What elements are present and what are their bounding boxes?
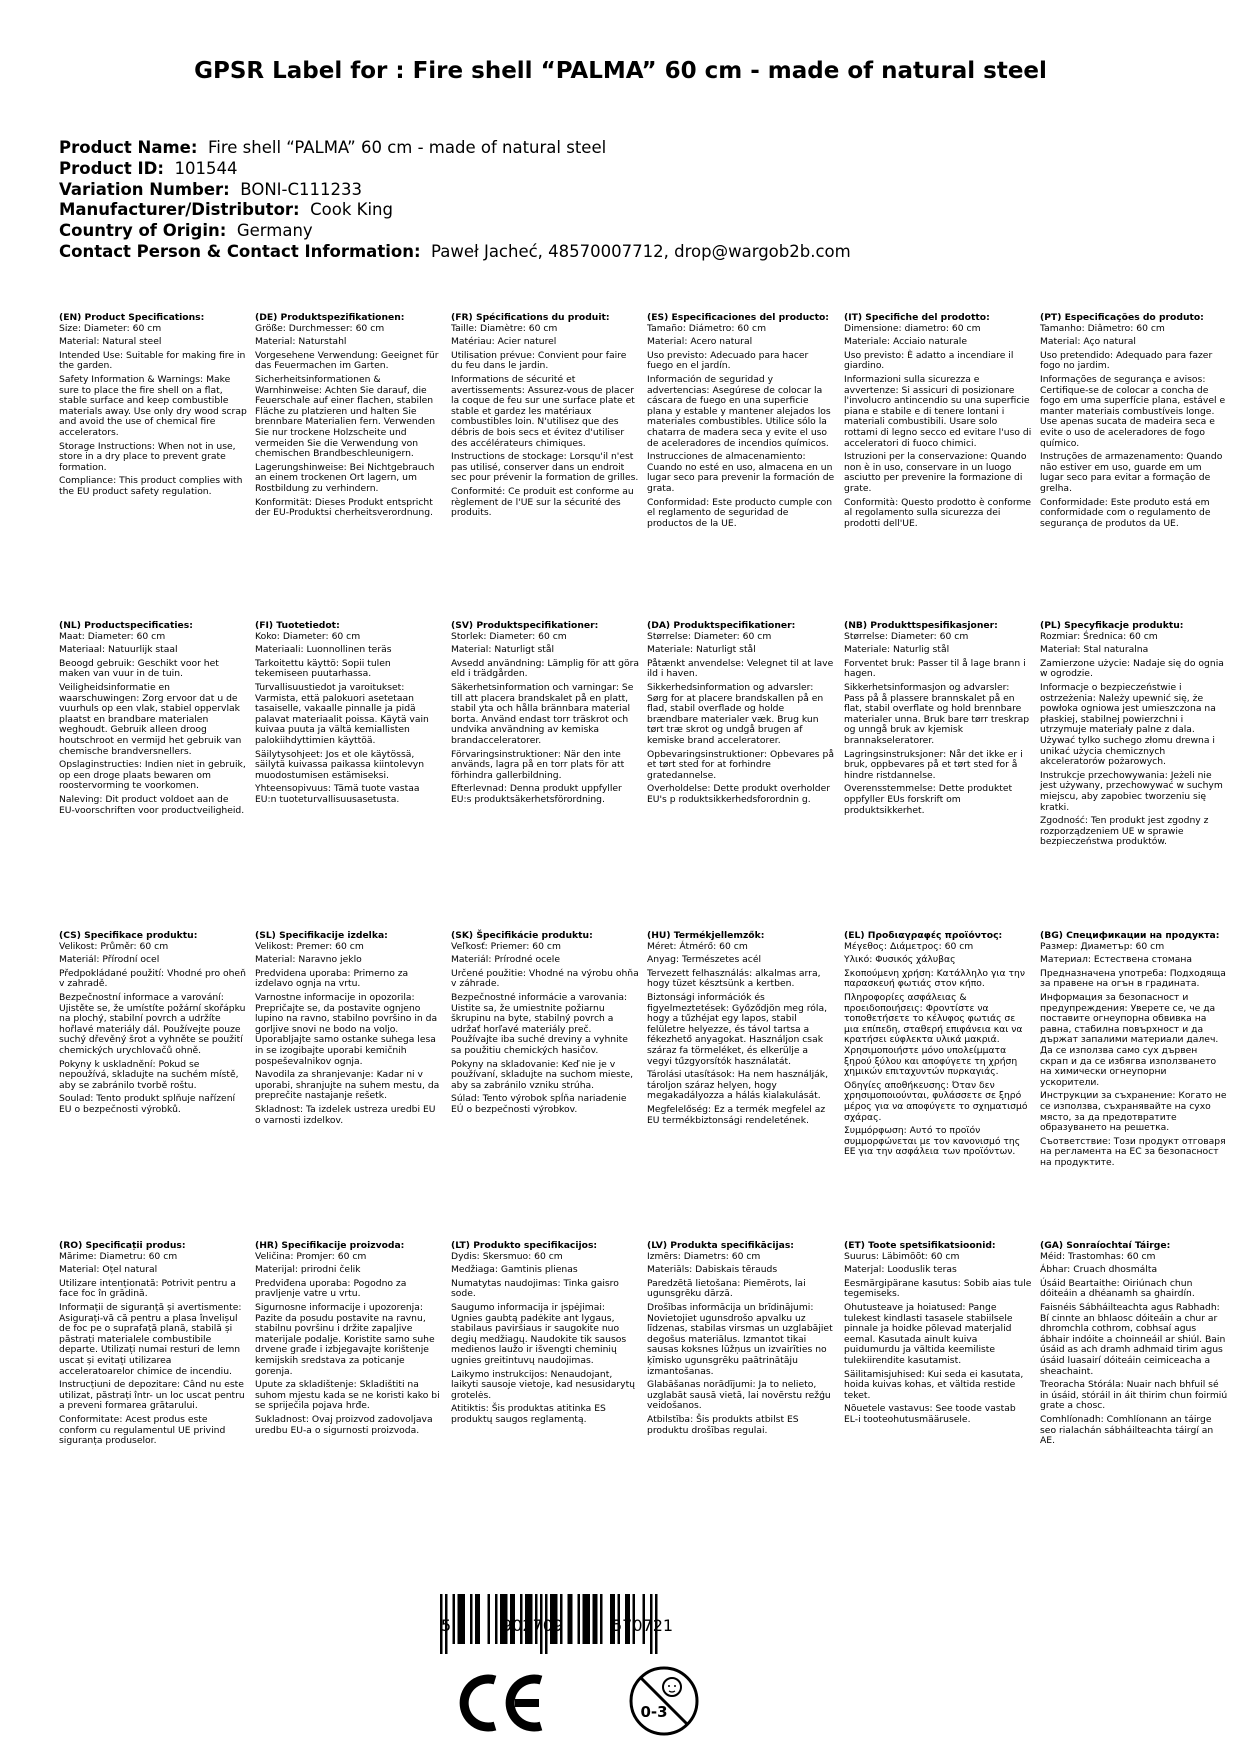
spec-block-heading: (PT) Especificações do produto: xyxy=(1040,312,1204,323)
spec-line: Informations de sécurité et avertissements: Assurez-vous de placer la coque de feu sur une surface plate et stable et gardez les matériaux combustibles loin. N'utilisez que des débris de bois secs et évitez d'utiliser des accélérateurs chimiques. xyxy=(451,373,635,449)
spec-block xyxy=(59,1241,247,1450)
barcode-bar xyxy=(488,1594,491,1644)
spec-line: Materiaali: Luonnollinen teräs xyxy=(255,644,392,656)
spec-line: Numatytas naudojimas: Tinka gaisro sode. xyxy=(451,1277,619,1300)
spec-line: Méret: Átmérő: 60 cm xyxy=(647,940,748,952)
spec-line: Säilytysohjeet: Jos et ole käytössä, säilytä kuivassa paikassa kiintolevyn muodostumisen estämiseksi. xyxy=(255,748,425,781)
spec-line: Ábhar: Cruach dhosmálta xyxy=(1040,1264,1158,1276)
info-value: Germany xyxy=(236,221,313,241)
spec-block-heading: (IT) Specifiche del prodotto: xyxy=(844,312,990,323)
spec-line: Σκοπούμενη χρήση: Κατάλληλο για την παρασκευή φωτιάς στον κήπο. xyxy=(844,967,1025,990)
spec-line: Skladnost: Ta izdelek ustreza uredbi EU o varnosti izdelkov. xyxy=(255,1103,436,1126)
barcode-digits-left: 902709 xyxy=(502,1616,564,1635)
spec-line: Μέγεθος: Διάμετρος: 60 cm xyxy=(844,940,974,952)
spec-line: Pokyny k uskladnění: Pokud se nepoužívá, skladujte na suchém místě, aby se zabránilo tvorbě roštu. xyxy=(59,1058,239,1091)
info-label: Product Name: xyxy=(59,138,198,157)
spec-line: Material: Aço natural xyxy=(1040,336,1136,348)
spec-line: Sikkerhedsinformation og advarsler: Sørg for at placere brandskallen på en flad, stabil overflade og holde brændbare materialer væk. Brug kun tørt træ skrot og undgå brugen af kemiske brand acceleratorer. xyxy=(647,681,824,746)
info-manufacturer xyxy=(59,200,851,221)
info-label: Country of Origin: xyxy=(59,221,227,241)
spec-line: Úsáid Beartaithe: Oiriúnach chun dóiteáin a dhéanamh sa ghairdín. xyxy=(1040,1277,1195,1300)
spec-line: Súlad: Tento výrobok spĺňa nariadenie EÚ o bezpečnosti výrobkov. xyxy=(451,1093,627,1115)
spec-block xyxy=(255,621,443,809)
spec-line: Информация за безопасност и предупреждения: Уверете се, че да поставите огнеупорна обвивка на равна, стабилна повърхност и да държат запалими материали далеч. Да се използва само сух дървен скрап и да се избягва използването на химически огнеупорни ускорители. xyxy=(1040,991,1219,1088)
spec-block-heading: (NL) Productspecificaties: xyxy=(59,620,193,631)
spec-line: Sigurnosne informacije i upozorenja: Pazite da posudu postavite na ravnu, stabilnu površinu i držite zapaljive materijale podalje. Koristite samo suhe drvene građe i izbjegavajte korištenje kemijskih sredstava za poticanje gorenja. xyxy=(255,1301,435,1377)
spec-line: Размер: Диаметър: 60 cm xyxy=(1040,940,1165,952)
spec-line: Tárolási utasítások: Ha nem használják, tároljon száraz helyen, hogy megakadályozza a hálás kialakulását. xyxy=(647,1069,829,1102)
spec-line: Material: Naravno jeklo xyxy=(255,954,362,966)
spec-block-heading: (ES) Especificaciones del producto: xyxy=(647,312,829,323)
spec-line: Dydis: Skersmuo: 60 cm xyxy=(451,1250,563,1262)
spec-line: Informazioni sulla sicurezza e avvertenze: Si assicuri di posizionare l'involucro antincendio su una superficie piana e stabile e di tenere lontani i materiali combustibili. Usare solo rottami di legno secco ed evitare l'uso di acceleratori di fuoco chimici. xyxy=(844,373,1032,449)
spec-line: Storlek: Diameter: 60 cm xyxy=(451,630,567,642)
spec-block xyxy=(844,313,1032,532)
info-value: BONI-C111233 xyxy=(240,179,362,199)
spec-block xyxy=(647,621,835,809)
spec-line: Materiale: Naturligt stål xyxy=(647,644,756,656)
spec-block-heading: (GA) Sonraíochtaí Táirge: xyxy=(1040,1240,1171,1251)
spec-line: Lagerungshinweise: Bei Nichtgebrauch an einem trockenen Ort lagern, um Rostbildung zu verhindern. xyxy=(255,461,435,494)
spec-line: Koko: Diameter: 60 cm xyxy=(255,630,361,642)
spec-line: Turvallisuustiedot ja varoitukset: Varmista, että palokuori asetetaan tasaiselle, vakaalle pinnalle ja pidä palavat materiaalit poissa. Käytä vain kuivaa puuta ja vältä kemiallisten palokiihdyttimien käyttöä. xyxy=(255,681,429,746)
spec-line: Tamaño: Diámetro: 60 cm xyxy=(647,322,767,334)
info-variation-number xyxy=(59,180,851,201)
spec-block xyxy=(844,931,1032,1161)
spec-line: Laikymo instrukcijos: Nenaudojant, laikyti sausoje vietoje, kad nesusidarytų grotelės. xyxy=(451,1368,635,1401)
spec-line: Uso previsto: Adecuado para hacer fuego en el jardín. xyxy=(647,349,809,372)
spec-line: Informações de segurança e avisos: Certifique-se de colocar a concha de fogo em uma superfície plana, estável e manter materiais combustíveis longe. Use apenas sucata de madeira seca e evite o uso de aceleradores de fogo químico. xyxy=(1040,373,1226,449)
spec-block xyxy=(59,931,247,1119)
spec-block xyxy=(1040,621,1228,851)
spec-line: Soulad: Tento produkt splňuje nařízení EU o bezpečnosti výrobků. xyxy=(59,1093,236,1115)
spec-block xyxy=(647,931,835,1129)
spec-line: Predvidena uporaba: Primerno za izdelavo ognja na vrtu. xyxy=(255,967,409,990)
spec-line: Instrucciones de almacenamiento: Cuando no esté en uso, almacena en un lugar seco para prevenir la formación de grata. xyxy=(647,451,835,494)
spec-line: Overholdelse: Dette produkt overholder EU's p roduktsikkerhedsforordnin g. xyxy=(647,783,831,805)
spec-line: Materiál: Přírodní ocel xyxy=(59,954,160,966)
spec-line: Eesmärgipärane kasutus: Sobib aias tule tegemiseks. xyxy=(844,1277,1032,1300)
age-label: 0-3 xyxy=(640,1703,668,1721)
spec-line: Méid: Trastomhas: 60 cm xyxy=(1040,1250,1156,1262)
spec-line: Instruções de armazenamento: Quando não estiver em uso, guarde em um lugar seco para evitar a formação de grelha. xyxy=(1040,451,1223,494)
spec-line: Taille: Diamètre: 60 cm xyxy=(451,322,558,334)
spec-line: Предназначена употреба: Подходяща за правене на огън в градината. xyxy=(1040,967,1226,990)
spec-line: Størrelse: Diameter: 60 cm xyxy=(844,630,969,642)
spec-line: Materiale: Acciaio naturale xyxy=(844,336,967,348)
spec-line: Sicherheitsinformationen & Warnhinweise: Achten Sie darauf, die Feuerschale auf einer flachen, stabilen Fläche zu platzieren und halten Sie brennbare Materialien fern. Verwenden Sie nur trockene Holzscheite und vermeiden Sie die Verwendung von chemischen Brandbeschleunigern. xyxy=(255,373,436,460)
spec-line: Overensstemmelse: Dette produktet oppfyller EUs forskrift om produktsikkerhet. xyxy=(844,783,1013,816)
spec-block xyxy=(255,1241,443,1439)
info-value: Paweł Jacheć, 48570007712, drop@wargob2b.com xyxy=(431,241,851,261)
info-label: Variation Number: xyxy=(59,179,230,199)
spec-line: Съответствие: Този продукт отговаря на регламента на ЕС за безопасност на продуктите. xyxy=(1040,1135,1226,1168)
spec-line: Påtænkt anvendelse: Velegnet til at lave ild i haven. xyxy=(647,657,834,680)
spec-block-heading: (FR) Spécifications du produit: xyxy=(451,312,610,323)
barcode xyxy=(440,1594,760,1660)
spec-line: Suurus: Läbimõõt: 60 cm xyxy=(844,1250,960,1262)
spec-line: Biztonsági információk és figyelmeztetések: Győződjön meg róla, hogy a tűzhéjat egy lapos, stabil felületre helyezze, és távol tartsa a fékezhető anyagokat. Használjon csak száraz fa törmeléket, és elkerülje a vegyi tűzgyorsítók használatát. xyxy=(647,991,827,1067)
spec-line: Glabāšanas norādījumi: Ja to nelieto, uzglabāt sausā vietā, lai novērstu režģu veidošanos. xyxy=(647,1379,831,1412)
spec-line: Información de seguridad y advertencias: Asegúrese de colocar la cáscara de fuego en una superficie plana y estable y mantener alejados los materiales combustibles. Utilice sólo la chatarra de madera seca y evite el uso de aceleradores de incendios químicos. xyxy=(647,373,831,449)
spec-line: Konformität: Dieses Produkt entspricht der EU-Produktsi cherheitsverordnung. xyxy=(255,496,433,519)
spec-line: Uso pretendido: Adequado para fazer fogo no jardim. xyxy=(1040,349,1213,372)
spec-line: Zgodność: Ten produkt jest zgodny z rozporządzeniem UE w sprawie bezpieczeństwa produktów. xyxy=(1040,815,1209,848)
spec-line: Materiał: Stal naturalna xyxy=(1040,644,1149,656)
spec-line: Utilisation prévue: Convient pour faire du feu dans le jardin. xyxy=(451,349,627,372)
spec-line: Upute za skladištenje: Skladištiti na suhom mjestu kada se ne koristi kako bi se spriječila pojava hrđe. xyxy=(255,1379,440,1412)
spec-line: Forventet bruk: Passer til å lage brann i hagen. xyxy=(844,657,1026,680)
spec-line: Velikost: Premer: 60 cm xyxy=(255,940,364,952)
spec-line: Materiale: Naturlig stål xyxy=(844,644,950,656)
spec-line: Anyag: Természetes acél xyxy=(647,954,762,966)
spec-line: Säkerhetsinformation och varningar: Se till att placera brandskalet på en platt, stabil yta och hålla brännbara material borta. Använd endast torr träskrot och undvika användning av kemiska brandacceleratorer. xyxy=(451,681,634,746)
spec-line: Intended Use: Suitable for making fire in the garden. xyxy=(59,349,246,372)
spec-line: Efterlevnad: Denna produkt uppfyller EU:s produktsäkerhetsförordning. xyxy=(451,783,622,805)
spec-line: Säilitamisjuhised: Kui seda ei kasutata, hoida kuivas kohas, et vältida restide teket. xyxy=(844,1368,1024,1401)
spec-block-heading: (RO) Specificații produs: xyxy=(59,1240,186,1251)
spec-block-heading: (SV) Produktspecifikationer: xyxy=(451,620,599,631)
spec-line: Izmērs: Diametrs: 60 cm xyxy=(647,1250,761,1262)
info-value: 101544 xyxy=(174,158,238,178)
spec-block-heading: (LV) Produkta specifikācijas: xyxy=(647,1240,794,1251)
spec-block-heading: (NB) Produkttspesifikasjoner: xyxy=(844,620,998,631)
spec-line: Istruzioni per la conservazione: Quando non è in uso, conservare in un luogo asciutto per prevenire la formazione di grate. xyxy=(844,451,1027,494)
spec-block xyxy=(1040,931,1228,1171)
spec-line: Инструкции за съхранение: Когато не се използва, съхранявайте на сухо място, за да предотвратите образуването на решетка. xyxy=(1040,1090,1227,1134)
barcode-bar xyxy=(470,1594,473,1644)
barcode-bar xyxy=(458,1594,466,1644)
not-for-children-0-3-icon xyxy=(628,1665,700,1737)
spec-line: Rozmiar: Średnica: 60 cm xyxy=(1040,630,1158,642)
spec-line: Avsedd användning: Lämplig för att göra eld i trädgården. xyxy=(451,657,639,680)
spec-line: Conformité: Ce produit est conforme au règlement de l'UE sur la sécurité des produits. xyxy=(451,485,634,519)
spec-line: Materiaal: Natuurlijk staal xyxy=(59,644,178,656)
barcode-digits-right: 570721 xyxy=(612,1616,674,1635)
spec-block xyxy=(255,931,443,1129)
spec-line: Zamierzone użycie: Nadaje się do ognia w ogrodzie. xyxy=(1040,657,1224,680)
spec-line: Πληροφορίες ασφάλειας & προειδοποιήσεις: Φροντίστε να τοποθετήσετε το κέλυφος φωτιάς σε μια επίπεδη, σταθερή επιφάνεια και να κρατήσει εύφλεκτα υλικά μακριά. Χρησιμοποιήστε μόνο υπολείμματα ξηρού ξύλου και αποφύγετε τη χρήση χημικών επιταχυντών πυρκαγιάς. xyxy=(844,991,1023,1078)
barcode-bar xyxy=(578,1594,581,1644)
spec-block xyxy=(647,1241,835,1439)
spec-block-heading: (PL) Specyfikacje produktu: xyxy=(1040,620,1184,631)
spec-line: Sikkerhetsinformasjon og advarsler: Pass på å plassere brannskalet på en flat, stabil overflate og hold brennbare materialer unna. Bruk bare tørr treskrap og unngå bruk av kjemisk brannakseleratorer. xyxy=(844,681,1030,746)
spec-block-heading: (LT) Produkto specifikacijos: xyxy=(451,1240,598,1251)
spec-line: Faisnéis Sábháilteachta agus Rabhadh: Bí cinnte an bhlaosc dóiteáin a chur ar dhromchla cothrom, cobhsaí agus ábhair indóite a choinneáil ar shiúl. Bain úsáid as ach dramh adhmaid tirim agus úsáid luasairí dóiteáin ceimiceacha a sheachaint. xyxy=(1040,1301,1226,1377)
spec-block xyxy=(844,621,1032,819)
spec-line: Varnostne informacije in opozorila: Prepričajte se, da postavite ognjeno lupino na ravno, stabilno površino in da gorljive snovi ne bodo na voljo. Uporabljajte samo ostanke suhega lesa in se izogibajte uporabi kemičnih pospeševalnikov ognja. xyxy=(255,991,438,1067)
spec-line: Uso previsto: È adatto a incendiare il giardino. xyxy=(844,349,1014,372)
spec-line: Tervezett felhasználás: alkalmas arra, hogy tüzet késztsünk a kertben. xyxy=(647,967,821,990)
spec-block-heading: (FI) Tuotetiedot: xyxy=(255,620,340,631)
spec-block-heading: (DA) Produktspecifikationer: xyxy=(647,620,796,631)
spec-line: Maat: Diameter: 60 cm xyxy=(59,630,166,642)
barcode-bar xyxy=(600,1594,603,1644)
spec-line: Informacje o bezpieczeństwie i ostrzeżenia: Należy upewnić się, że powłoka ogniowa jest umieszczona na płaskiej, stabilnej powierzchni i utrzymuje materiały palne z dala. Używać tylko suchego złomu drewna i unikać użycia chemicznych akceleratorów pożarowych. xyxy=(1040,681,1216,768)
spec-line: Материал: Естествена стомана xyxy=(1040,954,1192,966)
spec-line: Pokyny na skladovanie: Keď nie je v používaní, skladujte na suchom mieste, aby sa zabránilo vzniku strúha. xyxy=(451,1058,634,1091)
spec-block-heading: (EL) Προδιαγραφές προϊόντος: xyxy=(844,930,1003,941)
spec-line: Atitiktis: Šis produktas atitinka ES produktų saugos reglamentą. xyxy=(451,1403,606,1425)
spec-line: Materjal: Looduslik teras xyxy=(844,1264,957,1276)
spec-line: Ohutusteave ja hoiatused: Pange tulekest kindlasti tasasele stabiilsele pinnale ja hoidke põlevad materjalid eemal. Kasutada ainult kuiva puidumurdu ja vältida keemiliste tulekiirendite kasutamist. xyxy=(844,1301,1013,1366)
spec-line: Compliance: This product complies with the EU product safety regulation. xyxy=(59,475,243,497)
spec-line: Vorgesehene Verwendung: Geeignet für das Feuermachen im Garten. xyxy=(255,349,439,372)
spec-line: Veľkosť: Priemer: 60 cm xyxy=(451,940,561,952)
spec-line: Paredzētā lietošana: Piemērots, lai ugunsgrēku dārzā. xyxy=(647,1277,806,1300)
spec-line: Velikost: Průměr: 60 cm xyxy=(59,940,169,952)
spec-line: Treoracha Stórála: Nuair nach bhfuil sé in úsáid, stóráil in áit thirim chun foirmiú grate a chosc. xyxy=(1040,1379,1228,1412)
spec-line: Comhlíonadh: Comhlíonann an táirge seo rialachán sábháilteachta táirgí an AE. xyxy=(1040,1413,1214,1447)
spec-block xyxy=(451,1241,639,1429)
spec-line: Sukladnost: Ovaj proizvod zadovoljava uredbu EU-a o sigurnosti proizvoda. xyxy=(255,1413,433,1436)
spec-block xyxy=(451,313,639,522)
spec-block-heading: (HR) Specifikacije proizvoda: xyxy=(255,1240,405,1251)
spec-line: Určené použitie: Vhodné na výrobu ohňa v záhrade. xyxy=(451,967,639,990)
info-label: Product ID: xyxy=(59,158,164,178)
spec-line: Beoogd gebruik: Geschikt voor het maken van vuur in de tuin. xyxy=(59,657,219,680)
spec-line: Material: Naturstahl xyxy=(255,336,347,348)
spec-line: Utilizare intenționată: Potrivit pentru a face foc în grădină. xyxy=(59,1277,236,1300)
spec-block xyxy=(59,621,247,819)
spec-line: Οδηγίες αποθήκευσης: Όταν δεν χρησιμοποιούνται, φυλάσσετε σε ξηρό μέρος για να αποφύγετε το σχηματισμό σχάρας. xyxy=(844,1079,1028,1123)
spec-line: Navodila za shranjevanje: Kadar ni v uporabi, shranjujte na suhem mestu, da preprečite nastajanje rešetk. xyxy=(255,1069,440,1102)
spec-line: Storage Instructions: When not in use, store in a dry place to prevent grate formation. xyxy=(59,440,236,473)
spec-line: Megfelelőség: Ez a termék megfelel az EU termékbiztonsági rendeletének. xyxy=(647,1103,826,1126)
spec-block-heading: (SL) Specifikacije izdelka: xyxy=(255,930,388,941)
spec-block xyxy=(451,621,639,809)
spec-block xyxy=(451,931,639,1119)
spec-line: Atbilstība: Šis produkts atbilst ES produktu drošības regulai. xyxy=(647,1413,799,1436)
spec-block xyxy=(844,1241,1032,1429)
spec-line: Conformidad: Este producto cumple con el reglamento de seguridad de productos de la UE. xyxy=(647,496,833,529)
spec-line: Conformità: Questo prodotto è conforme al regolamento sulla sicurezza dei prodotti dell'UE. xyxy=(844,496,1032,529)
spec-line: Opbevaringsinstruktioner: Opbevares på et tørt sted for at forhindre gratedannelse. xyxy=(647,748,834,781)
spec-line: Materiāls: Dabiskais tērauds xyxy=(647,1264,778,1276)
spec-block xyxy=(255,313,443,522)
spec-line: Lagringsinstruksjoner: Når det ikke er i bruk, oppbevares på et tørt sted for å hindre ristdannelse. xyxy=(844,748,1023,781)
spec-block-heading: (CS) Specifikace produktu: xyxy=(59,930,198,941)
spec-line: Material: Acero natural xyxy=(647,336,753,348)
spec-block-heading: (DE) Produktspezifikationen: xyxy=(255,312,405,323)
barcode-bar xyxy=(453,1594,456,1644)
info-product-name xyxy=(59,138,851,159)
ce-mark-icon xyxy=(455,1672,545,1734)
spec-block xyxy=(1040,313,1228,532)
spec-block-heading: (SK) Špecifikácie produktu: xyxy=(451,930,593,941)
spec-line: Saugumo informacija ir įspėjimai: Ugnies gaubtą padėkite ant lygaus, stabilaus paviršiaus ir saugokite nuo degių medžiagų. Naudokite tik sausos medienos laužo ir išvengti cheminių ugnies greitintuvų naudojimas. xyxy=(451,1301,627,1366)
spec-line: Dimensione: diametro: 60 cm xyxy=(844,322,981,334)
barcode-bar xyxy=(475,1594,480,1644)
spec-line: Yhteensopivuus: Tämä tuote vastaa EU:n tuoteturvallisuusasetusta. xyxy=(255,783,420,805)
info-label: Contact Person & Contact Information: xyxy=(59,241,421,261)
spec-block xyxy=(59,313,247,501)
spec-line: Veiligheidsinformatie en waarschuwingen: Zorg ervoor dat u de vuurhuls op een vlak, stabiel oppervlak plaatst en brandbare materialen weghoudt. Gebruik alleen droog houtschroot en vermijd het gebruik van chemische brandversnellers. xyxy=(59,681,242,757)
spec-line: Conformitate: Acest produs este conform cu regulamentul UE privind siguranța produselor. xyxy=(59,1413,226,1447)
spec-line: Materiál: Prírodné ocele xyxy=(451,954,561,966)
spec-line: Matériau: Acier naturel xyxy=(451,336,557,348)
spec-line: Size: Diameter: 60 cm xyxy=(59,322,162,334)
spec-line: Mărime: Diametru: 60 cm xyxy=(59,1250,178,1262)
info-label: Manufacturer/Distributor: xyxy=(59,200,300,220)
spec-line: Material: Oțel natural xyxy=(59,1264,158,1276)
info-value: Fire shell “PALMA” 60 cm - made of natural steel xyxy=(207,138,607,157)
barcode-bar xyxy=(495,1594,498,1644)
spec-line: Tamanho: Diâmetro: 60 cm xyxy=(1040,322,1165,334)
spec-line: Förvaringsinstruktioner: När den inte används, lagra på en torr plats för att förhindra gallerbildning. xyxy=(451,748,625,781)
spec-line: Material: Naturligt stål xyxy=(451,644,555,656)
spec-line: Instrucțiuni de depozitare: Când nu este utilizat, păstrați într- un loc uscat pentru a preveni formarea grătarului. xyxy=(59,1379,245,1412)
info-value: Cook King xyxy=(310,200,393,220)
spec-block xyxy=(647,313,835,532)
spec-line: Conformidade: Este produto está em conformidade com o regulamento de segurança de produtos da UE. xyxy=(1040,496,1211,529)
spec-line: Υλικό: Φυσικός χάλυβας xyxy=(844,954,956,966)
info-product-id xyxy=(59,159,851,180)
spec-line: Bezpečnostní informace a varování: Ujistěte se, že umístíte požární skořápku na plochý, stabilní povrch a udržíte hořlavé materiály dál. Používejte pouze suchý dřevěný šrot a vyhněte se použití chemických urychlovačů ohně. xyxy=(59,991,246,1056)
spec-line: Opslaginstructies: Indien niet in gebruik, op een droge plaats bewaren om roostervorming te voorkomen. xyxy=(59,759,246,792)
barcode-bar xyxy=(593,1594,598,1644)
spec-line: Größe: Durchmesser: 60 cm xyxy=(255,322,385,334)
spec-line: Συμμόρφωση: Αυτό το προϊόν συμμορφώνεται με τον κανονισμό της ΕΕ για την ασφάλεια των προϊόντων. xyxy=(844,1125,1021,1158)
spec-block-heading: (HU) Termékjellemzők: xyxy=(647,930,765,941)
spec-line: Predviđena uporaba: Pogodno za pravljenje vatre u vrtu. xyxy=(255,1277,407,1300)
spec-line: Medžiaga: Gamtinis plienas xyxy=(451,1264,578,1276)
spec-block xyxy=(1040,1241,1228,1450)
spec-line: Instructions de stockage: Lorsqu'il n'est pas utilisé, conserver dans un endroit sec pour prévenir la formation de grilles. xyxy=(451,451,639,484)
barcode-bar xyxy=(568,1594,573,1644)
spec-line: Nõuetele vastavus: See toode vastab EL-i tooteohutusmäärusele. xyxy=(844,1403,1016,1425)
spec-line: Informații de siguranță și avertismente: Asigurați-vă că pentru a plasa învelișul de foc pe o suprafață plană, stabilă și păstrați materialele combustibile departe. Utilizați numai resturi de lemn uscat și evitați utilizarea acceleratoarelor chimice de incendiu. xyxy=(59,1301,242,1377)
barcode-digit-first: 5 xyxy=(441,1616,452,1635)
spec-line: Předpokládané použití: Vhodné pro oheň v zahradě. xyxy=(59,967,246,990)
spec-line: Instrukcje przechowywania: Jeżeli nie jest używany, przechowywać w suchym miejscu, aby zapobiec tworzeniu się kratki. xyxy=(1040,769,1223,813)
spec-block-heading: (ET) Toote spetsifikatsioonid: xyxy=(844,1240,996,1251)
info-country xyxy=(59,221,851,242)
spec-line: Drošības informācija un brīdinājumi: Novietojiet ugunsdrošo apvalku uz līdzenas, stabilas virsmas un uzglabājiet degošus materiālus. Izmantot tikai sausas koksnes lūžņus un izvairīties no ķīmisko ugunsgrēku paātrinātāju izmantošanas. xyxy=(647,1301,833,1377)
barcode-bar xyxy=(583,1594,591,1644)
spec-block-heading: (EN) Product Specifications: xyxy=(59,312,205,323)
spec-line: Tarkoitettu käyttö: Sopii tulen tekemiseen puutarhassa. xyxy=(255,657,391,680)
spec-line: Materijal: prirodni čelik xyxy=(255,1264,361,1276)
spec-line: Safety Information & Warnings: Make sure to place the fire shell on a flat, stable surface and keep combustible materials away. Use only dry wood scrap and avoid the use of chemical fire accelerators. xyxy=(59,373,247,438)
spec-line: Veličina: Promjer: 60 cm xyxy=(255,1250,367,1262)
product-info xyxy=(59,138,851,263)
spec-block-heading: (BG) Спецификации на продукта: xyxy=(1040,930,1220,941)
spec-line: Naleving: Dit product voldoet aan de EU-voorschriften voor productveiligheid. xyxy=(59,793,245,816)
page-title: GPSR Label for : Fire shell “PALMA” 60 cm - made of natural steel xyxy=(194,58,1047,84)
info-contact xyxy=(59,242,851,263)
spec-line: Bezpečnostné informácie a varovania: Uistite sa, že umiestnite požiarnu škrupinu na byte, stabilný povrch a udržať horľavé materiály preč. Používajte iba suché dreviny a vyhnite sa použitiu chemických hasičov. xyxy=(451,991,628,1056)
spec-line: Material: Natural steel xyxy=(59,336,162,348)
spec-line: Størrelse: Diameter: 60 cm xyxy=(647,630,772,642)
